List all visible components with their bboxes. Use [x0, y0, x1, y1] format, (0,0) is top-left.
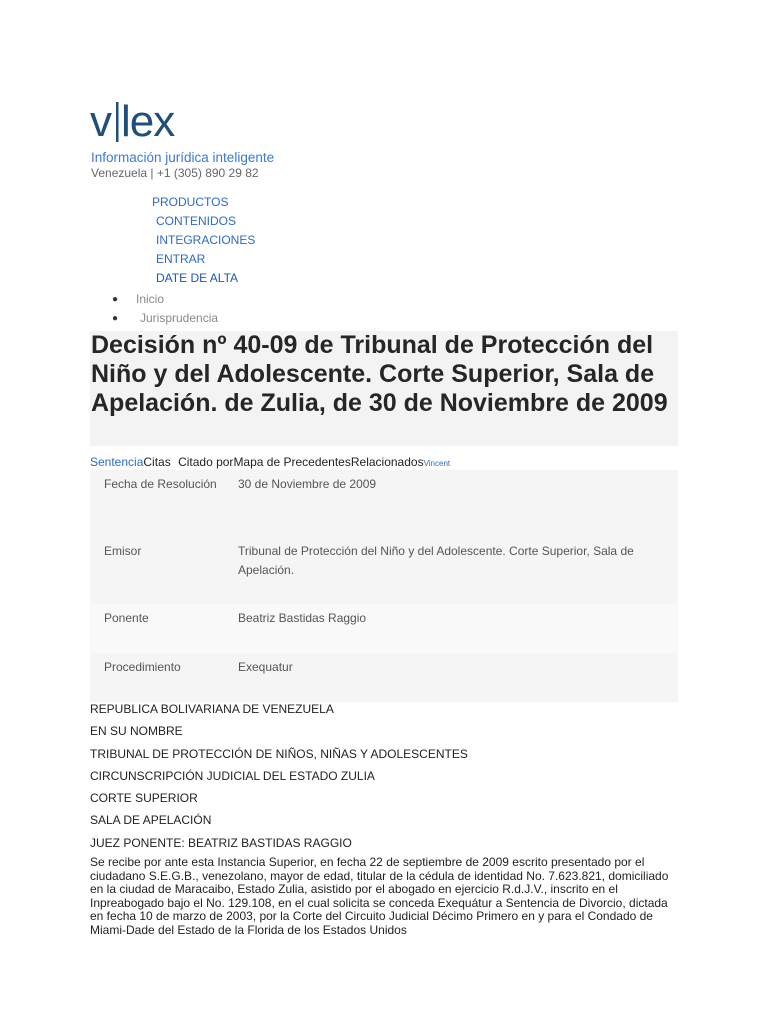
nav-integraciones[interactable]: INTEGRACIONES: [156, 233, 256, 247]
metadata-table: [90, 470, 678, 702]
metadata-key: Fecha de Resolución: [104, 477, 217, 491]
svg-text:v: v: [90, 97, 111, 144]
vlex-logo[interactable]: [90, 96, 190, 144]
nav-entrar[interactable]: ENTRAR: [156, 252, 206, 266]
metadata-value: 30 de Noviembre de 2009: [238, 477, 377, 491]
body-line: REPUBLICA BOLIVARIANA DE VENEZUELA: [90, 702, 334, 716]
document-tabs: [90, 455, 450, 469]
vlex-logo-icon: [90, 96, 190, 144]
metadata-value: Beatriz Bastidas Raggio: [238, 611, 367, 625]
body-line: SALA DE APELACIÓN: [90, 813, 212, 828]
tab-citado-por[interactable]: Citado por: [178, 455, 234, 469]
breadcrumb-inicio[interactable]: Inicio: [136, 292, 165, 306]
metadata-key: Procedimiento: [104, 660, 181, 674]
nav-date-de-alta[interactable]: DATE DE ALTA: [156, 271, 239, 285]
metadata-value: Exequatur: [238, 660, 293, 674]
table-row: [90, 537, 678, 604]
metadata-key: Emisor: [104, 544, 142, 558]
body-line: EN SU NOMBRE: [90, 724, 183, 739]
body-line: JUEZ PONENTE: BEATRIZ BASTIDAS RAGGIO: [90, 835, 352, 850]
tab-sentencia[interactable]: Sentencia: [90, 455, 144, 469]
page-title: Decisión nº 40-09 de Tribunal de Protección del Niño y del Adolescente. Corte Superior, Sala de Apelación. de Zulia, de 30 de Noviembre de 2009: [91, 331, 668, 417]
bullet-icon: ●: [112, 313, 119, 324]
tab-vincent[interactable]: Vincent: [423, 459, 451, 468]
document-header-lines: [90, 701, 468, 857]
breadcrumb-jurisprudencia[interactable]: Jurisprudencia: [140, 311, 219, 325]
svg-text:lex: lex: [121, 97, 175, 144]
tagline: Información jurídica inteligente: [91, 150, 275, 165]
bullet-icon: ●: [112, 294, 119, 305]
metadata-key: Ponente: [104, 611, 149, 625]
body-line: CIRCUNSCRIPCIÓN JUDICIAL DEL ESTADO ZULIA: [90, 768, 375, 783]
body-line: TRIBUNAL DE PROTECCIÓN DE NIÑOS, NIÑAS Y ADOLESCENTES: [90, 746, 468, 761]
nav-productos[interactable]: PRODUCTOS: [152, 195, 229, 209]
body-line: CORTE SUPERIOR: [90, 791, 198, 806]
title-box: [90, 331, 678, 446]
tab-citas[interactable]: Citas: [143, 455, 171, 469]
tab-mapa-de-precedentes[interactable]: Mapa de Precedentes: [233, 455, 351, 469]
table-row: [90, 653, 678, 702]
table-row: [90, 604, 678, 653]
document-paragraph: Se recibe por ante esta Instancia Superior, en fecha 22 de septiembre de 2009 escrito presentado por el ciudadano S.E.G.B., venezolano, mayor de edad, titular de la cédula de identidad No. 7.623.821, domiciliado en la ciudad de Maracaibo, Estado Zulia, asistido por el abogado en ejercicio R.d.J.V., inscrito en el Inpreabogado bajo el No. 129.108, en el cual solicita se conceda Exequátur a Sentencia de Divorcio, dictada en fecha 10 de marzo de 2003, por la Corte del Circuito Judicial Décimo Primero en y para el Condado de Miami-Dade del Estado de la Florida de los Estados Unidos: [90, 855, 669, 937]
nav-contenidos[interactable]: CONTENIDOS: [156, 214, 237, 228]
table-row: [90, 470, 678, 537]
breadcrumb-item: [112, 290, 218, 309]
contact-info: Venezuela | +1 (305) 890 29 82: [91, 166, 259, 180]
breadcrumb: [112, 290, 218, 328]
main-nav: [152, 193, 255, 288]
breadcrumb-item: [112, 309, 218, 328]
metadata-value: Tribunal de Protección del Niño y del Adolescente. Corte Superior, Sala de Apelación.: [238, 544, 634, 577]
tab-relacionados[interactable]: Relacionados: [350, 455, 424, 469]
